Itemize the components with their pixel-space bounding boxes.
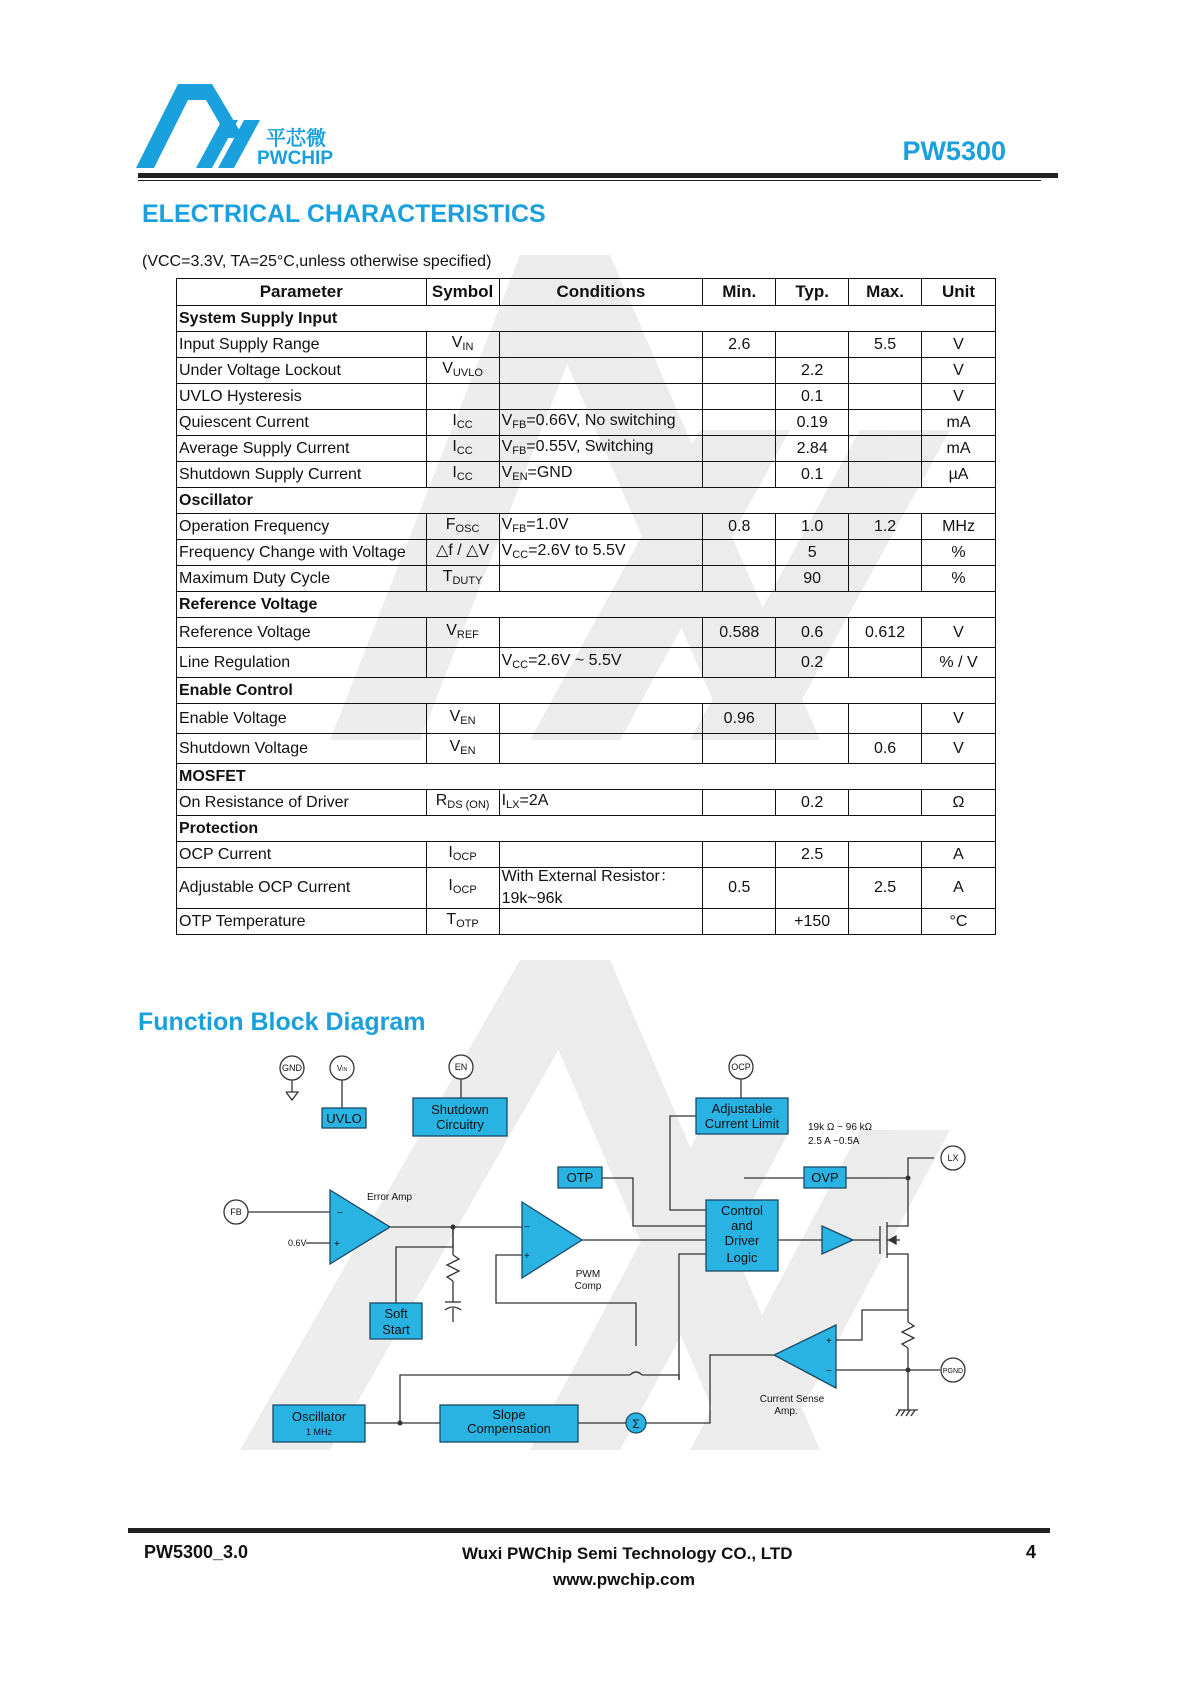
pin-vin-label: VIN — [336, 1064, 348, 1073]
ctrl-label-2: and — [731, 1218, 753, 1233]
pin-en-label: EN — [454, 1062, 468, 1072]
symbol-sub: DUTY — [452, 574, 483, 587]
section-title: Enable Control — [177, 678, 996, 704]
column-header: Symbol — [426, 279, 499, 306]
param-cell: Line Regulation — [177, 648, 427, 678]
cond-sub: FB — [512, 418, 527, 431]
symbol-sub: CC — [456, 470, 473, 483]
cond-rest: =2A — [519, 791, 549, 809]
typ-cell: 0.6 — [776, 618, 849, 648]
symbol-main: I — [452, 463, 457, 481]
shutdown-label-1: Shutdown — [431, 1102, 489, 1117]
cond-sub: FB — [512, 444, 527, 457]
section-title-electrical: ELECTRICAL CHARACTERISTICS — [142, 200, 546, 228]
page-number: 4 — [1026, 1542, 1037, 1562]
typ-cell: 0.2 — [776, 790, 849, 816]
unit-cell: µA — [922, 462, 996, 488]
cond-sub: CC — [512, 548, 529, 561]
max-cell: 0.6 — [849, 734, 922, 764]
cond-rest: =2.6V ~ 5.5V — [528, 651, 622, 669]
pin-ocp-label: OCP — [731, 1062, 751, 1072]
column-header: Typ. — [776, 279, 849, 306]
sum-symbol: Σ — [632, 1417, 640, 1431]
ea-plus: + — [334, 1239, 340, 1250]
unit-cell: V — [922, 384, 996, 410]
pin-lx-label: LX — [947, 1153, 959, 1163]
unit-cell: mA — [922, 410, 996, 436]
symbol-main: R — [435, 791, 448, 809]
cond-main: V — [501, 411, 513, 429]
max-cell: 0.612 — [849, 618, 922, 648]
pwm-label-1: PWM — [575, 1269, 601, 1280]
oscillator-label-2: 1 MHz — [305, 1427, 333, 1437]
unit-cell: MHz — [922, 514, 996, 540]
cond-sub: CC — [512, 658, 529, 671]
symbol-sub: CC — [456, 444, 473, 457]
section-title-block-diagram: Function Block Diagram — [138, 1008, 426, 1036]
section-title: Protection — [177, 816, 996, 842]
param-cell: Average Supply Current — [177, 436, 427, 462]
min-cell: 0.588 — [703, 618, 776, 648]
typ-cell: 90 — [776, 566, 849, 592]
section-title: MOSFET — [177, 764, 996, 790]
symbol-main: T — [442, 567, 453, 585]
symbol-main: I — [448, 843, 453, 861]
unit-cell: mA — [922, 436, 996, 462]
typ-cell: 0.2 — [776, 648, 849, 678]
cond-main: V — [501, 437, 513, 455]
logo-text-en: PWCHIP — [257, 148, 333, 169]
pin-fb-label: FB — [230, 1207, 242, 1217]
uvlo-label: UVLO — [326, 1111, 362, 1126]
typ-cell: +150 — [776, 909, 849, 935]
unit-cell: % / V — [922, 648, 996, 678]
unit-cell: % — [922, 566, 996, 592]
param-cell: Enable Voltage — [177, 704, 427, 734]
symbol-sub: REF — [456, 628, 479, 641]
symbol-main: V — [449, 707, 461, 725]
param-cell: Reference Voltage — [177, 618, 427, 648]
slope-label-2: Compensation — [467, 1421, 551, 1436]
param-cell: OCP Current — [177, 842, 427, 868]
symbol-sub: EN — [460, 744, 476, 757]
min-cell: 0.5 — [703, 868, 776, 909]
cond-main: With External Resistor： — [501, 868, 676, 885]
max-cell: 2.5 — [849, 868, 922, 909]
cond-rest: =1.0V — [526, 515, 569, 533]
shutdown-label-2: Circuitry — [436, 1117, 484, 1132]
unit-cell: A — [922, 842, 996, 868]
column-header: Unit — [922, 279, 996, 306]
symbol-sub: OTP — [456, 917, 479, 930]
param-cell: Under Voltage Lockout — [177, 358, 427, 384]
company-url[interactable]: www.pwchip.com — [553, 1570, 695, 1589]
cond-main: V — [501, 541, 513, 559]
symbol-sub: OCP — [452, 884, 477, 896]
soft-start-label-2: Start — [382, 1322, 410, 1337]
symbol-main: I — [452, 411, 457, 429]
ovp-label: OVP — [811, 1170, 839, 1185]
part-number: PW5300 — [902, 136, 1006, 166]
max-cell: 1.2 — [849, 514, 922, 540]
typ-cell: 0.1 — [776, 384, 849, 410]
company-name: Wuxi PWChip Semi Technology CO., LTD — [462, 1544, 793, 1563]
symbol-sub: OSC — [455, 522, 480, 535]
typ-cell: 2.5 — [776, 842, 849, 868]
symbol-main: I — [452, 437, 457, 455]
current-sense-label-2: Amp. — [774, 1406, 798, 1417]
symbol-sub: EN — [460, 714, 476, 727]
cond-sub: FB — [512, 522, 527, 535]
conditions-note: (VCC=3.3V, TA=25°C,unless otherwise specified) — [142, 253, 492, 270]
param-cell: Input Supply Range — [177, 332, 427, 358]
min-cell: 0.96 — [703, 704, 776, 734]
unit-cell: V — [922, 358, 996, 384]
footer-rule — [128, 1528, 1050, 1533]
symbol-main: V — [451, 333, 463, 351]
current-sense-amp — [774, 1325, 836, 1388]
column-header: Conditions — [499, 279, 703, 306]
min-cell: 0.8 — [703, 514, 776, 540]
error-amp-label: Error Amp — [367, 1192, 413, 1203]
current-sense-label-1: Current Sense — [759, 1394, 825, 1405]
symbol-sub: CC — [456, 418, 473, 431]
ctrl-label-3: Driver — [724, 1233, 760, 1248]
cond-main: I — [501, 791, 507, 809]
symbol-main: V — [442, 359, 453, 377]
pin-gnd-label: GND — [282, 1063, 302, 1073]
column-header: Parameter — [177, 279, 427, 306]
typ-cell: 2.84 — [776, 436, 849, 462]
symbol-sub: OCP — [452, 850, 477, 863]
cond-main: V — [501, 651, 513, 669]
param-cell: Operation Frequency — [177, 514, 427, 540]
param-cell: Frequency Change with Voltage — [177, 540, 427, 566]
cond-rest: =GND — [527, 463, 573, 481]
symbol-main: V — [446, 621, 457, 639]
otp-label: OTP — [566, 1170, 594, 1185]
column-header: Max. — [849, 279, 922, 306]
symbol-main: F — [445, 515, 456, 533]
min-cell: 2.6 — [703, 332, 776, 358]
cond-sub: LX — [506, 798, 520, 811]
symbol-sub: UVLO — [452, 366, 483, 379]
adj-label-1: Adjustable — [711, 1101, 773, 1116]
slope-label-1: Slope — [492, 1407, 526, 1422]
cond-sub: EN — [512, 470, 528, 483]
symbol-main: △f / △V — [436, 541, 490, 559]
cs-minus: − — [826, 1366, 832, 1377]
max-cell: 5.5 — [849, 332, 922, 358]
unit-cell: V — [922, 704, 996, 734]
unit-cell: Ω — [922, 790, 996, 816]
typ-cell: 5 — [776, 540, 849, 566]
symbol-main: T — [446, 910, 457, 928]
symbol-sub: IN — [462, 340, 474, 353]
pwm-label-2: Comp — [574, 1281, 602, 1292]
pwm-comparator — [522, 1202, 582, 1278]
section-title: Oscillator — [177, 488, 996, 514]
section-title: Reference Voltage — [177, 592, 996, 618]
symbol-main: I — [448, 877, 453, 894]
param-cell: Shutdown Supply Current — [177, 462, 427, 488]
cs-plus: + — [826, 1336, 832, 1347]
cond-main: V — [501, 515, 513, 533]
unit-cell: % — [922, 540, 996, 566]
resistor-range-label: 19k Ω ~ 96 kΩ — [808, 1122, 873, 1133]
unit-cell: °C — [922, 909, 996, 935]
typ-cell: 0.1 — [776, 462, 849, 488]
vref-label: 0.6V — [288, 1238, 307, 1248]
doc-version: PW5300_3.0 — [144, 1542, 249, 1562]
pwm-minus: − — [524, 1222, 530, 1233]
adj-label-2: Current Limit — [704, 1116, 780, 1131]
pin-pgnd-label: PGND — [942, 1368, 964, 1375]
unit-cell: V — [922, 618, 996, 648]
ea-minus: − — [337, 1208, 343, 1219]
cond-main: V — [501, 463, 513, 481]
unit-cell: A — [922, 868, 996, 909]
param-cell: Quiescent Current — [177, 410, 427, 436]
unit-cell: V — [922, 734, 996, 764]
param-cell: Shutdown Voltage — [177, 734, 427, 764]
current-range-label: 2.5 A ~0.5A — [808, 1136, 860, 1147]
pwm-plus: + — [524, 1251, 530, 1262]
oscillator-label-1: Oscillator — [291, 1409, 347, 1424]
param-cell: Maximum Duty Cycle — [177, 566, 427, 592]
param-cell: Adjustable OCP Current — [177, 868, 427, 909]
symbol-main: V — [449, 737, 461, 755]
logo-text-cn: 平芯微 — [266, 126, 326, 150]
soft-start-label-1: Soft — [384, 1306, 408, 1321]
param-cell: UVLO Hysteresis — [177, 384, 427, 410]
cond-rest: 19k~96k — [501, 890, 563, 907]
typ-cell: 2.2 — [776, 358, 849, 384]
ctrl-label-4: Logic — [726, 1250, 758, 1265]
ctrl-label-1: Control — [721, 1203, 763, 1218]
gate-driver-buffer — [822, 1226, 853, 1254]
param-cell: OTP Temperature — [177, 909, 427, 935]
cond-rest: =0.55V, Switching — [526, 437, 654, 455]
section-title: System Supply Input — [177, 306, 996, 332]
cond-rest: =0.66V, No switching — [526, 411, 676, 429]
cond-rest: =2.6V to 5.5V — [528, 541, 626, 559]
symbol-sub: DS (ON) — [447, 798, 490, 811]
column-header: Min. — [703, 279, 776, 306]
typ-cell: 0.19 — [776, 410, 849, 436]
typ-cell: 1.0 — [776, 514, 849, 540]
unit-cell: V — [922, 332, 996, 358]
param-cell: On Resistance of Driver — [177, 790, 427, 816]
